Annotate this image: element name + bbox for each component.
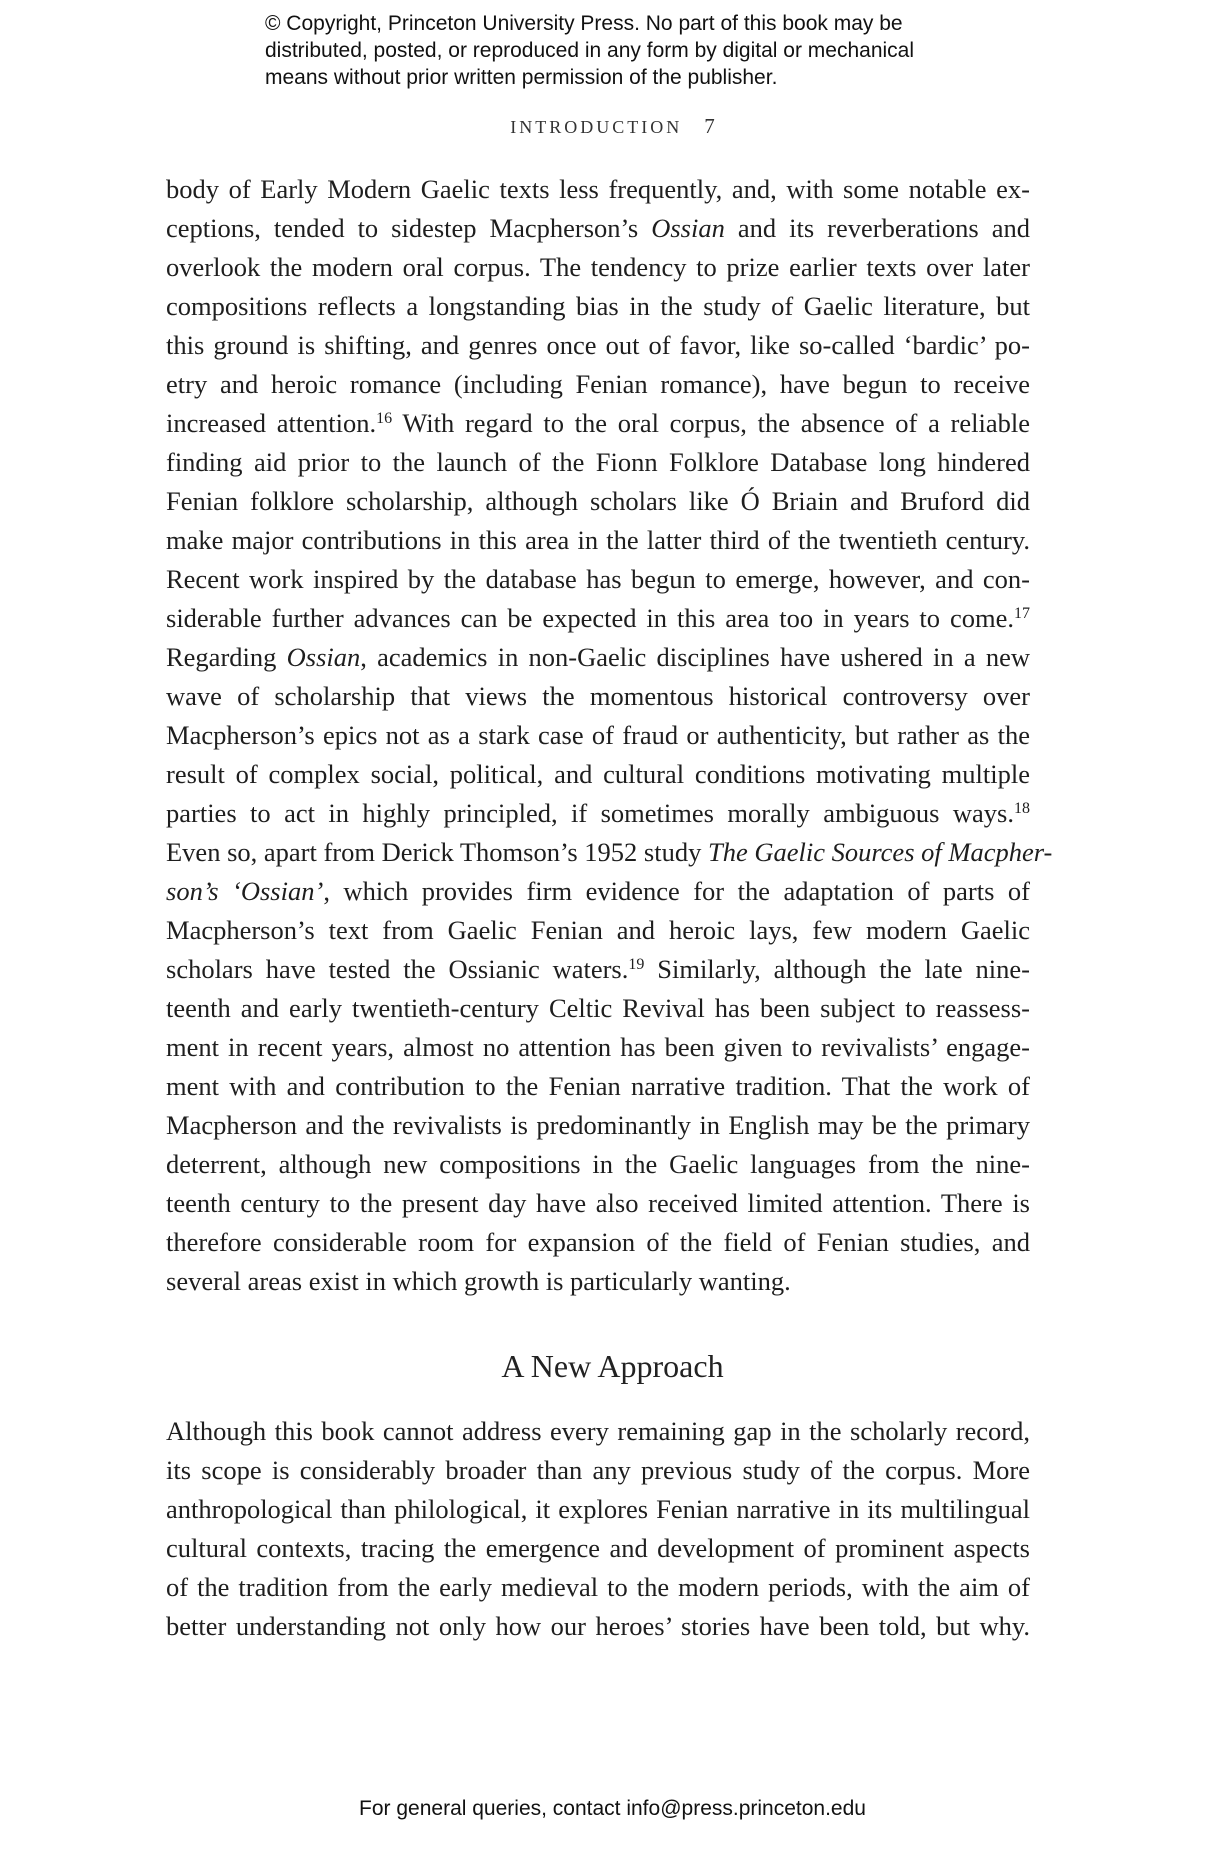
text-line: Although this book cannot address every remaining gap in the scholarly record, [166,1416,1030,1446]
text-line: better understanding not only how our heroes’ stories have been told, but why. [166,1611,1030,1641]
text-line [166,599,1030,638]
text-line: cultural contexts, tracing the emergence and development of prominent aspects [166,1533,1030,1563]
text-line [166,872,1030,911]
text-run: With regard to the oral corpus, the absence of a reliable [392,408,1030,438]
text-run: siderable further advances can be expected in this area too in years to come. [166,603,1014,633]
text-line: overlook the modern oral corpus. The tendency to prize earlier texts over later [166,252,1030,282]
text-line: teenth century to the present day have also received limited attention. There is [166,1188,1030,1218]
text-line [166,209,1030,248]
footer-contact: For general queries, contact info@press.princeton.edu [359,1797,866,1820]
text-line: result of complex social, political, and cultural conditions motivating multiple [166,759,1030,789]
text-run: and its reverberations and [724,213,1030,243]
section-heading: A New Approach [501,1348,724,1384]
text-line: body of Early Modern Gaelic texts less frequently, and, with some notable ex- [166,174,1030,204]
page-number: 7 [704,114,715,138]
text-line: anthropological than philological, it explores Fenian narrative in its multilingual [166,1494,1030,1524]
text-line: make major contributions in this area in the latter third of the twentieth century. [166,525,1030,555]
copyright-line: © Copyright, Princeton University Press. No part of this book may be [265,12,903,35]
text-line [166,950,1030,989]
text-line: its scope is considerably broader than any previous study of the corpus. More [166,1455,1030,1485]
running-head [0,114,1225,139]
italic-title: Ossian [286,642,361,672]
italic-title: The Gaelic Sources of Macpher- [707,837,1053,867]
text-line: this ground is shifting, and genres once out of favor, like so-called ‘bardic’ po- [166,330,1030,360]
text-line: compositions reflects a longstanding bias in the study of Gaelic literature, but [166,291,1030,321]
text-run: Even so, apart from Derick Thomson’s 1952 study [166,837,708,867]
text-line [166,794,1030,833]
footnote-marker-18[interactable]: 18 [1014,800,1030,817]
body-paragraph-1 [166,170,1053,1301]
text-line: therefore considerable room for expansion of the field of Fenian studies, and [166,1227,1030,1257]
copyright-notice [265,10,1025,91]
text-run: scholars have tested the Ossianic waters. [166,954,629,984]
text-line [166,404,1030,443]
text-line: etry and heroic romance (including Fenian romance), have begun to receive [166,369,1030,399]
text-run: ceptions, tended to sidestep Macpherson’s [166,213,652,243]
text-line: wave of scholarship that views the momentous historical controversy over [166,681,1030,711]
text-run: Similarly, although the late nine- [644,954,1030,984]
text-run: , academics in non-Gaelic disciplines have ushered in a new [360,642,1030,672]
italic-title: son’s ‘Ossian’ [166,876,324,906]
text-run: parties to act in highly principled, if sometimes morally ambiguous ways. [166,798,1014,828]
copyright-line: distributed, posted, or reproduced in any form by digital or mechanical [265,39,915,62]
text-line: Recent work inspired by the database has begun to emerge, however, and con- [166,564,1030,594]
text-line: Macpherson’s epics not as a stark case of fraud or authenticity, but rather as the [166,720,1030,750]
copyright-line: means without prior written permission of the publisher. [265,66,778,89]
footnote-marker-19[interactable]: 19 [628,956,645,973]
text-line: of the tradition from the early medieval to the modern periods, with the aim of [166,1572,1030,1602]
text-line: finding aid prior to the launch of the Fionn Folklore Database long hindered [166,447,1030,477]
text-line: Macpherson and the revivalists is predominantly in English may be the primary [166,1110,1030,1140]
text-line: deterrent, although new compositions in the Gaelic languages from the nine- [166,1149,1030,1179]
text-line [166,638,1030,677]
running-head-title: INTRODUCTION [510,117,683,137]
text-run: increased attention. [166,408,377,438]
text-line: teenth and early twentieth-century Celtic Revival has been subject to reassess- [166,993,1030,1023]
text-run: Regarding [166,642,287,672]
text-line: ment in recent years, almost no attention has been given to revivalists’ engage- [166,1032,1030,1062]
italic-title: Ossian [651,213,725,243]
text-line: Macpherson’s text from Gaelic Fenian and heroic lays, few modern Gaelic [166,915,1030,945]
text-run: , which provides firm evidence for the adaptation of parts of [323,876,1030,906]
text-line: Fenian folklore scholarship, although scholars like Ó Briain and Bruford did [166,486,1030,516]
text-line: ment with and contribution to the Fenian narrative tradition. That the work of [166,1071,1030,1101]
text-line [166,833,1053,872]
text-line: several areas exist in which growth is particularly wanting. [166,1266,791,1296]
footnote-marker-17[interactable]: 17 [1014,605,1030,622]
footnote-marker-16[interactable]: 16 [376,410,393,427]
body-paragraph-2 [166,1412,1030,1646]
